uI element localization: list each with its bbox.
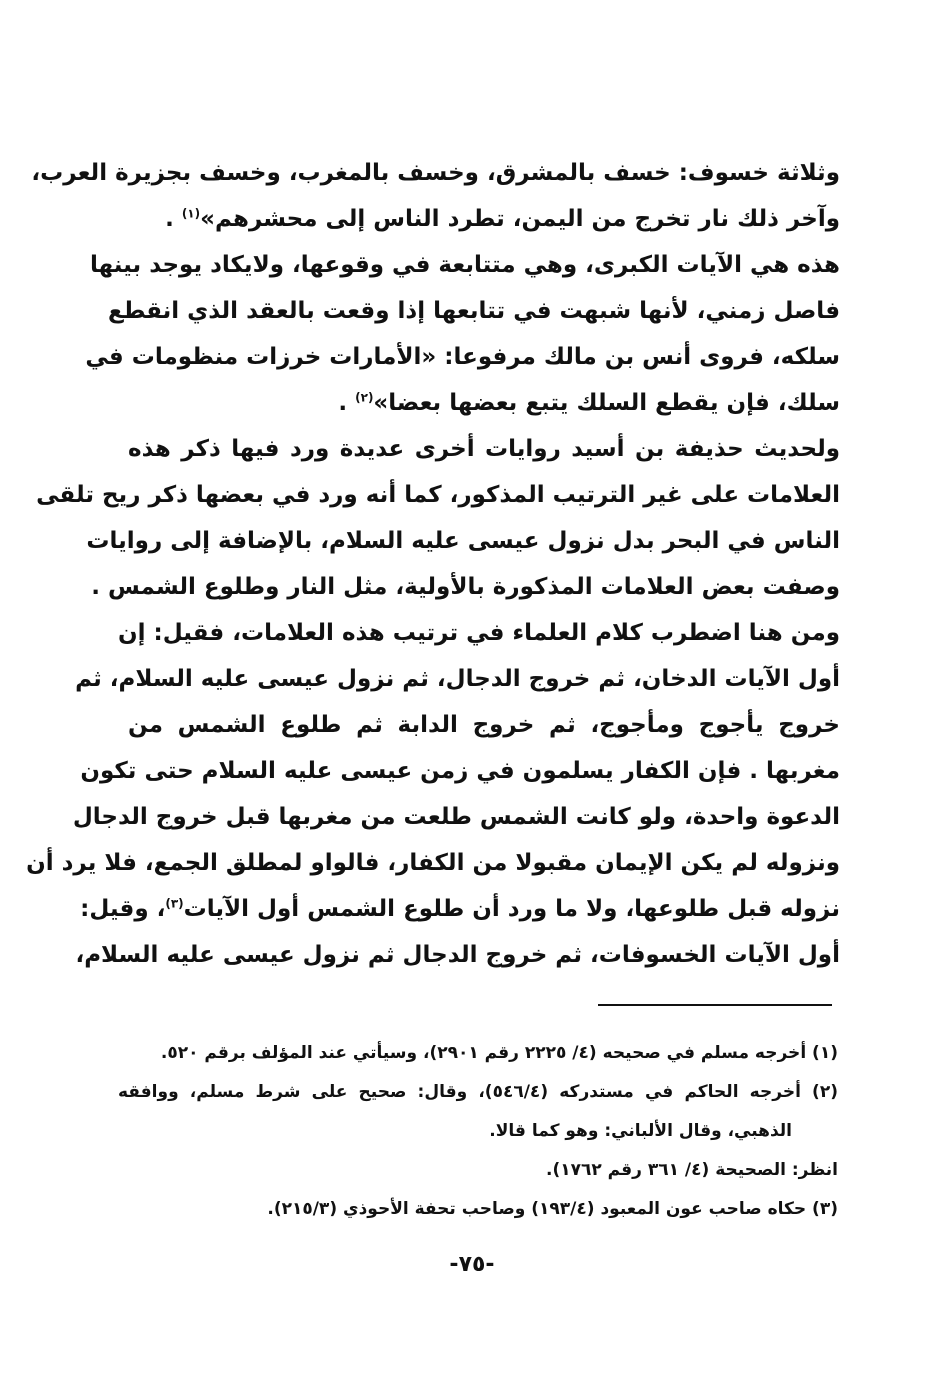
text-line: أول الآيات الخسوفات، ثم خروج الدجال ثم نزول عيسى عليه السلام،	[75, 942, 840, 968]
main-text	[26, 150, 840, 978]
text-line: سلك، فإن يقطع السلك يتبع بعضها بعضا»$^{(٢)}$ .	[338, 390, 840, 416]
text-line: نزوله قبل طلوعها، ولا ما ورد أن طلوع الشمس أول الآيات$^{(٣)}$، وقيل:	[80, 896, 840, 922]
footnotes	[118, 1034, 838, 1229]
text-line: خروج يأجوج ومأجوج، ثم خروج الدابة ثم طلوع الشمس من	[128, 712, 840, 738]
footnote-separator	[598, 1004, 832, 1006]
footnote-ref-2[interactable]: (٢)	[355, 390, 374, 405]
text-line: مغربها . فإن الكفار يسلمون في زمن عيسى عليه السلام حتى تكون	[80, 758, 840, 784]
footnote-ref-1[interactable]: (١)	[181, 206, 201, 221]
text-line: الناس في البحر بدل نزول عيسى عليه السلام، بالإضافة إلى روايات	[86, 528, 840, 554]
text-line: الدعوة واحدة، ولو كانت الشمس طلعت من مغربها قبل خروج الدجال	[72, 804, 840, 830]
footnote-2: (٢) أخرجه الحاكم في مستدركه (٥٤٦/٤)، وقال: صحيح على شرط مسلم، ووافقه	[118, 1082, 838, 1102]
footnote-ref-3[interactable]: (٣)	[165, 896, 184, 911]
footnote-2-reference: انظر: الصحيحة (٤/ ٣٦١ رقم ١٧٦٢).	[546, 1160, 838, 1180]
text-line: ومن هنا اضطرب كلام العلماء في ترتيب هذه العلامات، فقيل: إن	[117, 620, 840, 646]
text-line: وثلاثة خسوف: خسف بالمشرق، وخسف بالمغرب، وخسف بجزيرة العرب،	[31, 160, 840, 186]
page-number: -٧٥-	[449, 1252, 495, 1277]
text-line: ونزوله لم يكن الإيمان مقبولا من الكفار، فالواو لمطلق الجمع، فلا يرد أن	[26, 850, 840, 876]
footnote-1: (١) أخرجه مسلم في صحيحه (٤/ ٢٢٢٥ رقم ٢٩٠١)، وسيأتي عند المؤلف برقم ٥٢٠.	[160, 1043, 838, 1063]
text-line: هذه هي الآيات الكبرى، وهي متتابعة في وقوعها، ولايكاد يوجد بينها	[89, 252, 840, 278]
text-line: العلامات على غير الترتيب المذكور، كما أنه ورد في بعضها ذكر ريح تلقى	[36, 482, 840, 508]
text-line: ولحديث حذيفة بن أسيد روايات أخرى عديدة ورد فيها ذكر هذه	[128, 436, 840, 462]
text-line: فاصل زمني، لأنها شبهت في تتابعها إذا وقعت بالعقد الذي انقطع	[107, 298, 840, 324]
text-line: وآخر ذلك نار تخرج من اليمن، تطرد الناس إلى محشرهم»$^{(١)}$ .	[165, 206, 840, 232]
footnote-2-continued: الذهبي، وقال الألباني: وهو كما قالا.	[489, 1121, 792, 1141]
footnote-3: (٣) حكاه صاحب عون المعبود (١٩٣/٤) وصاحب تحفة الأحوذي (٢١٥/٣).	[267, 1199, 838, 1219]
text-line: أول الآيات الدخان، ثم خروج الدجال، ثم نزول عيسى عليه السلام، ثم	[75, 666, 840, 692]
text-line: سلكه، فروى أنس بن مالك مرفوعا: «الأمارات خرزات منظومات في	[85, 344, 840, 370]
text-line: وصفت بعض العلامات المذكورة بالأولية، مثل النار وطلوع الشمس .	[91, 574, 840, 600]
